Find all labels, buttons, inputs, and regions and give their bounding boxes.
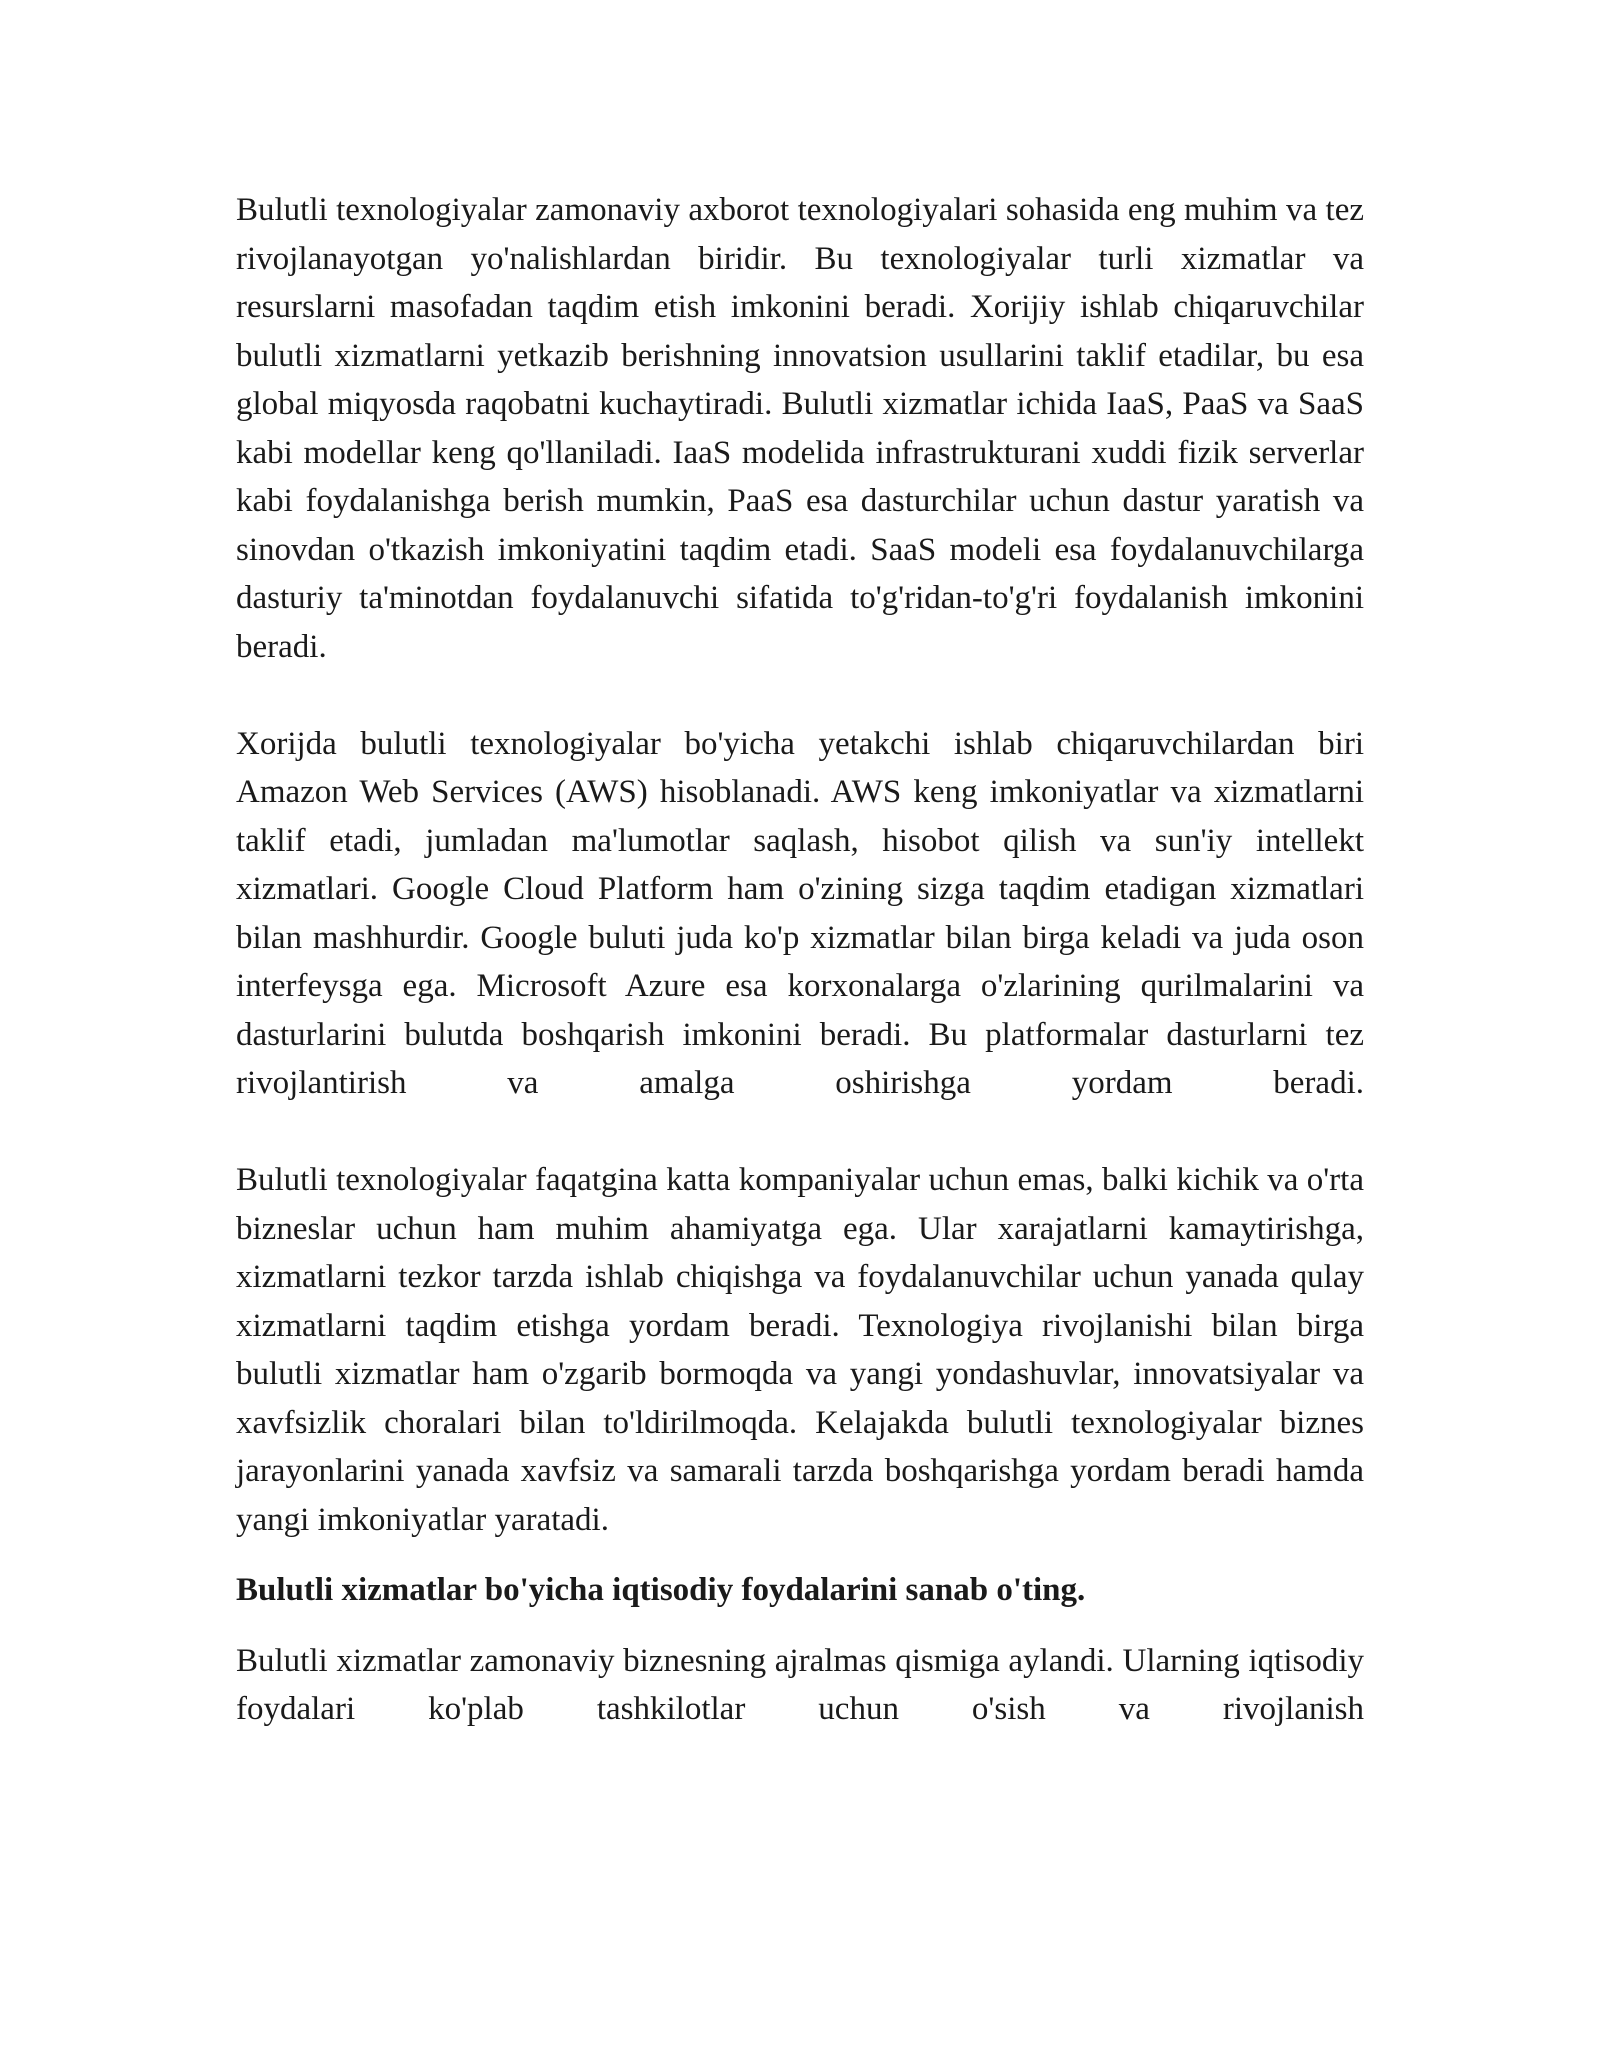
- paragraph-business-benefits: Bulutli texnologiyalar faqatgina katta kompaniyalar uchun emas, balki kichik va o'rta bizneslar uchun ham muhim ahamiyatga ega. Ular xarajatlarni kamaytirishga, xizmatlarni tezkor tarzda ishlab chiqishga va foydalanuvchilar uchun yanada qulay xizmatlarni taqdim etishga yordam beradi. Texnologiya rivojlanishi bilan birga bulutli xizmatlar ham o'zgarib bormoqda va yangi yondashuvlar, innovatsiyalar va xavfsizlik choralari bilan to'ldirilmoqda. Kelajakda bulutli texnologiyalar biznes jarayonlarini yanada xavfsiz va samarali tarzda boshqarishga yordam beradi hamda yangi imkoniyatlar yaratadi.: [236, 1162, 1364, 1538]
- document-body: [236, 186, 1364, 1734]
- paragraph-economic-benefits: Bulutli xizmatlar zamonaviy biznesning ajralmas qismiga aylandi. Ularning iqtisodiy foydalari ko'plab tashkilotlar uchun o'sish va rivojlanish: [236, 1642, 1364, 1727]
- paragraph-foreign-providers: Xorijda bulutli texnologiyalar bo'yicha yetakchi ishlab chiqaruvchilardan biri Amazon Web Services (AWS) hisoblanadi. AWS keng imkoniyatlar va xizmatlarni taklif etadi, jumladan ma'lumotlar saqlash, hisobot qilish va sun'iy intellekt xizmatlari. Google Cloud Platform ham o'zining sizga taqdim etadigan xizmatlari bilan mashhurdir. Google buluti juda ko'p xizmatlar bilan birga keladi va juda oson interfeysga ega. Microsoft Azure esa korxonalarga o'zlarining qurilmalarini va dasturlarini bulutda boshqarish imkonini beradi. Bu platformalar dasturlarni tez rivojlantirish va amalga oshirishga yordam beradi.: [236, 725, 1364, 1101]
- section-heading: Bulutli xizmatlar bo'yicha iqtisodiy foydalarini sanab o'ting.: [236, 1572, 1086, 1608]
- paragraph-cloud-intro: Bulutli texnologiyalar zamonaviy axborot texnologiyalari sohasida eng muhim va tez rivojlanayotgan yo'nalishlardan biridir. Bu texnologiyalar turli xizmatlar va resurslarni masofadan taqdim etish imkonini beradi. Xorijiy ishlab chiqaruvchilar bulutli xizmatlarni yetkazib berishning innovatsion usullarini taklif etadilar, bu esa global miqyosda raqobatni kuchaytiradi. Bulutli xizmatlar ichida IaaS, PaaS va SaaS kabi modellar keng qo'llaniladi. IaaS modelida infrastrukturani xuddi fizik serverlar kabi foydalanishga berish mumkin, PaaS esa dasturchilar uchun dastur yaratish va sinovdan o'tkazish imkoniyatini taqdim etadi. SaaS modeli esa foydalanuvchilarga dasturiy ta'minotdan foydalanuvchi sifatida to'g'ridan-to'g'ri foydalanish imkonini beradi.: [236, 192, 1364, 665]
